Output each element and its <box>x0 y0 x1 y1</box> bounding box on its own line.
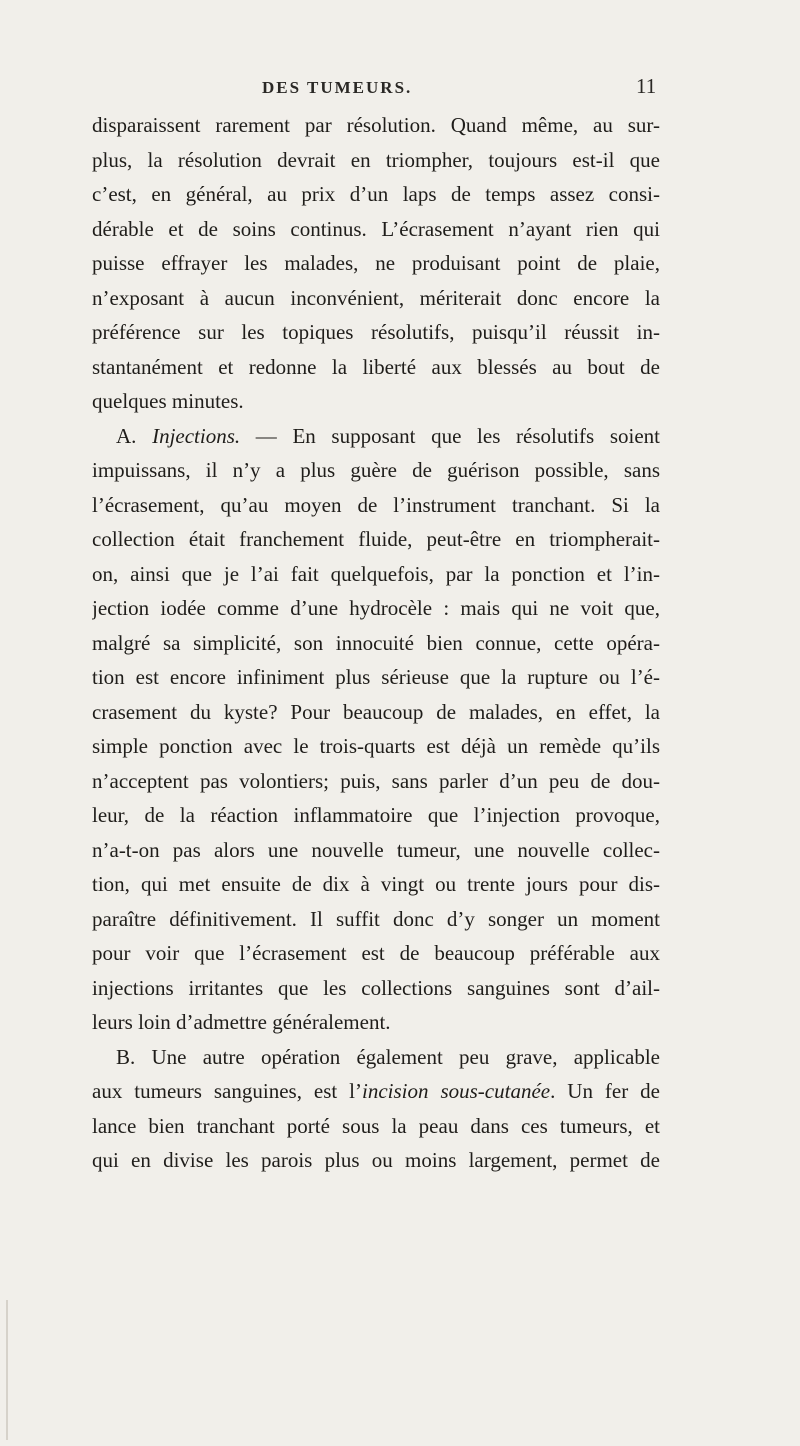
text-line: puisse effrayer les malades, ne produisant point de plaie, <box>92 251 660 275</box>
page-number: 11 <box>636 74 657 98</box>
text-line: leur, de la réaction inflammatoire que l’injection provoque, <box>92 803 660 827</box>
text-line: malgré sa simplicité, son innocuité bien connue, cette opéra- <box>92 630 660 655</box>
section-a-label: A. <box>116 423 137 448</box>
text-line: tion est encore infiniment plus sérieuse que la rupture ou l’é- <box>92 665 660 689</box>
text-line: on, ainsi que je l’ai fait quelquefois, par la ponction et l’in- <box>92 561 660 586</box>
text-line: collection était franchement fluide, peut-être en triompherait- <box>92 527 660 551</box>
text-line: préférence sur les topiques résolutifs, puisqu’il réussit in- <box>92 320 660 344</box>
section-a-line <box>92 419 660 454</box>
text-line: crasement du kyste? Pour beaucoup de malades, en effet, la <box>92 699 660 724</box>
text-line: jection iodée comme d’une hydrocèle : mais qui ne voit que, <box>92 596 660 620</box>
text-line: tion, qui met ensuite de dix à vingt ou trente jours pour dis- <box>92 872 660 896</box>
body-text <box>92 108 660 1178</box>
text-line: impuissans, il n’y a plus guère de guérison possible, sans <box>92 458 660 482</box>
section-a-title: Injections. <box>152 423 241 448</box>
text-line: injections irritantes que les collections sanguines sont d’ail- <box>92 975 660 1000</box>
text-line: paraître définitivement. Il suffit donc d’y songer un moment <box>92 906 660 931</box>
text-line: plus, la résolution devrait en triompher, toujours est-il que <box>92 147 660 172</box>
text-line: lance bien tranchant porté sous la peau dans ces tumeurs, et <box>92 1113 660 1138</box>
text-line: l’écrasement, qu’au moyen de l’instrument tranchant. Si la <box>92 492 660 517</box>
page-edge-mark <box>6 1300 8 1440</box>
text-line: dérable et de soins continus. L’écrasement n’ayant rien qui <box>92 216 660 241</box>
text-line: n’acceptent pas volontiers; puis, sans parler d’un peu de dou- <box>92 768 660 793</box>
text-line: n’exposant à aucun inconvénient, mériterait donc encore la <box>92 285 660 310</box>
incision-line <box>92 1074 660 1109</box>
text-line: pour voir que l’écrasement est de beaucoup préférable aux <box>92 941 660 965</box>
text-fragment: . Un fer de <box>550 1079 660 1103</box>
text-line: leurs loin d’admettre généralement. <box>92 1010 391 1034</box>
text-line: stantanément et redonne la liberté aux blessés au bout de <box>92 354 660 379</box>
text-line: quelques minutes. <box>92 389 244 413</box>
text-fragment: aux tumeurs sanguines, est l’ <box>92 1079 363 1103</box>
text-line: c’est, en général, au prix d’un laps de temps assez consi- <box>92 182 660 206</box>
text-line: disparaissent rarement par résolution. Quand même, au sur- <box>92 113 660 137</box>
text-line: n’a-t-on pas alors une nouvelle tumeur, une nouvelle collec- <box>92 837 660 862</box>
text-fragment: — En supposant que les résolutifs soient <box>255 423 660 448</box>
running-title: DES TUMEURS. <box>262 78 413 97</box>
incision-term: incision sous-cutanée <box>362 1079 551 1103</box>
text-line: simple ponction avec le trois-quarts est déjà un remède qu’ils <box>92 734 660 758</box>
text-line: qui en divise les parois plus ou moins largement, permet de <box>92 1148 660 1172</box>
text-line: B. Une autre opération également peu grave, applicable <box>116 1044 660 1069</box>
